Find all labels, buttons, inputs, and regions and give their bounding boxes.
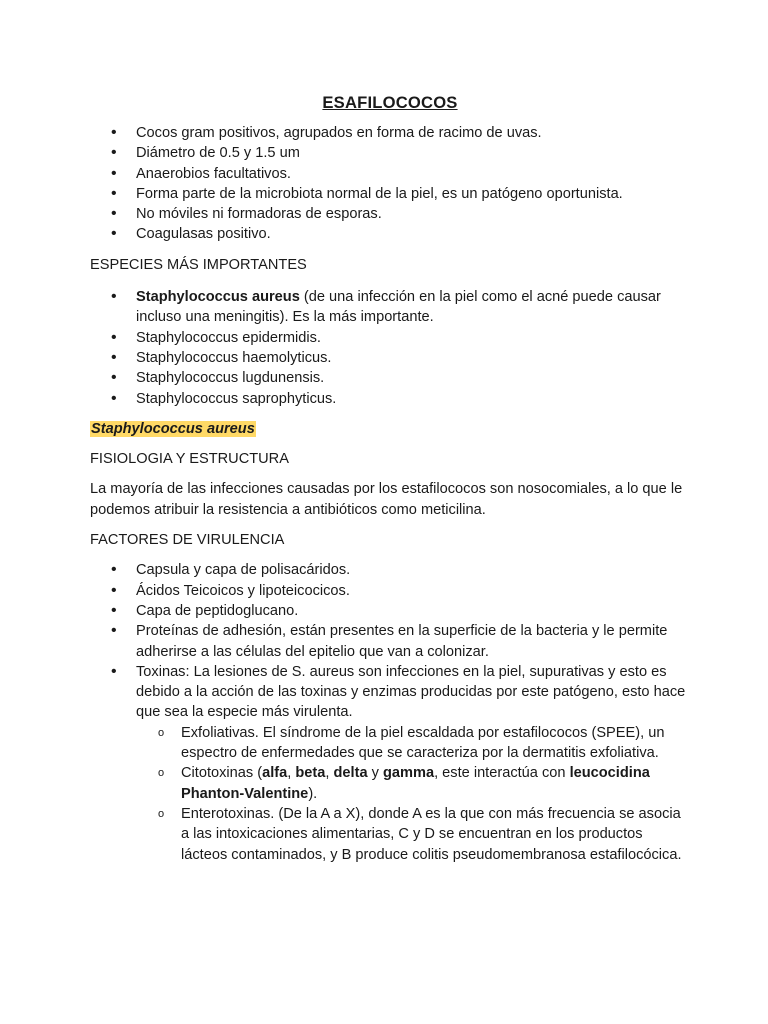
bold-term: delta (333, 765, 368, 782)
species-heading: ESPECIES MÁS IMPORTANTES (90, 256, 307, 273)
list-item: • Anaerobios facultativos. (90, 164, 690, 184)
text-fragment: , (287, 765, 296, 782)
list-item: • No móviles ni formadoras de esporas. (90, 204, 690, 224)
document-title: ESAFILOCOCOS (322, 93, 458, 112)
list-item: • Capa de peptidoglucano. (90, 601, 690, 621)
bold-term: beta (295, 765, 326, 782)
text-fragment: Citotoxinas ( (181, 765, 263, 782)
intro-list (90, 123, 690, 245)
sub-list-item: o Enterotoxinas. (De la A a X), donde A es la que con más frecuencia se asocia a las intoxicaciones alimentarias, C y D se encuentran en los productos lácteos contaminados, y B produce colitis pseudomembranosa estafilocócica. (136, 804, 690, 865)
list-item: • Diámetro de 0.5 y 1.5 um (90, 143, 690, 163)
bold-term: leucocidina Phanton-Valentine (181, 765, 650, 802)
bold-term: alfa (262, 765, 288, 782)
text-fragment: ). (308, 785, 318, 802)
text-fragment: y (367, 765, 383, 782)
document-page (90, 92, 690, 865)
list-item: • Staphylococcus saprophyticus. (90, 389, 690, 409)
highlighted-title: Staphylococcus aureus (91, 420, 255, 437)
virulence-list (90, 560, 690, 864)
list-item (90, 287, 690, 328)
physiology-heading: FISIOLOGIA Y ESTRUCTURA (90, 451, 289, 468)
highlight-title-row (90, 419, 690, 439)
list-item: • Ácidos Teicoicos y lipoteicocicos. (90, 581, 690, 601)
virulence-heading: FACTORES DE VIRULENCIA (90, 532, 285, 549)
text-fragment: , este interactúa con (434, 765, 570, 782)
species-description: (de una infección en la piel como el acné puede causar incluso una meningitis). Es la más importante. (136, 289, 661, 326)
toxins-text: Toxinas: La lesiones de S. aureus son infecciones en la piel, supurativas y esto es debido a la acción de las toxinas y enzimas producidas por este patógeno, esto hace que sea la especie más virulenta. (136, 663, 686, 721)
list-item: • Staphylococcus haemolyticus. (90, 348, 690, 368)
list-item: • Capsula y capa de polisacáridos. (90, 560, 690, 580)
text-fragment: , (325, 765, 334, 782)
toxins-sublist (136, 723, 690, 865)
physiology-paragraph: La mayoría de las infecciones causadas por los estafilococos son nosocomiales, a lo que le podemos atribuir la resistencia a antibióticos como meticilina. (90, 481, 683, 518)
list-item: • Forma parte de la microbiota normal de la piel, es un patógeno oportunista. (90, 184, 690, 204)
list-item (90, 662, 690, 865)
species-name-bold: Staphylococcus aureus (136, 289, 300, 306)
list-item: • Coagulasas positivo. (90, 224, 690, 244)
bold-term: gamma (382, 765, 435, 782)
list-item: • Staphylococcus lugdunensis. (90, 368, 690, 388)
sub-list-item: o Exfoliativas. El síndrome de la piel escaldada por estafilococos (SPEE), un espectro de enfermedades que se caracteriza por la dermatitis exfoliativa. (136, 723, 690, 764)
list-item: • Proteínas de adhesión, están presentes en la superficie de la bacteria y le permite adherirse a las células del epitelio que van a colonizar. (90, 621, 690, 662)
species-list (90, 287, 690, 409)
sub-list-item (136, 763, 690, 804)
list-item: • Staphylococcus epidermidis. (90, 328, 690, 348)
list-item: • Cocos gram positivos, agrupados en forma de racimo de uvas. (90, 123, 690, 143)
